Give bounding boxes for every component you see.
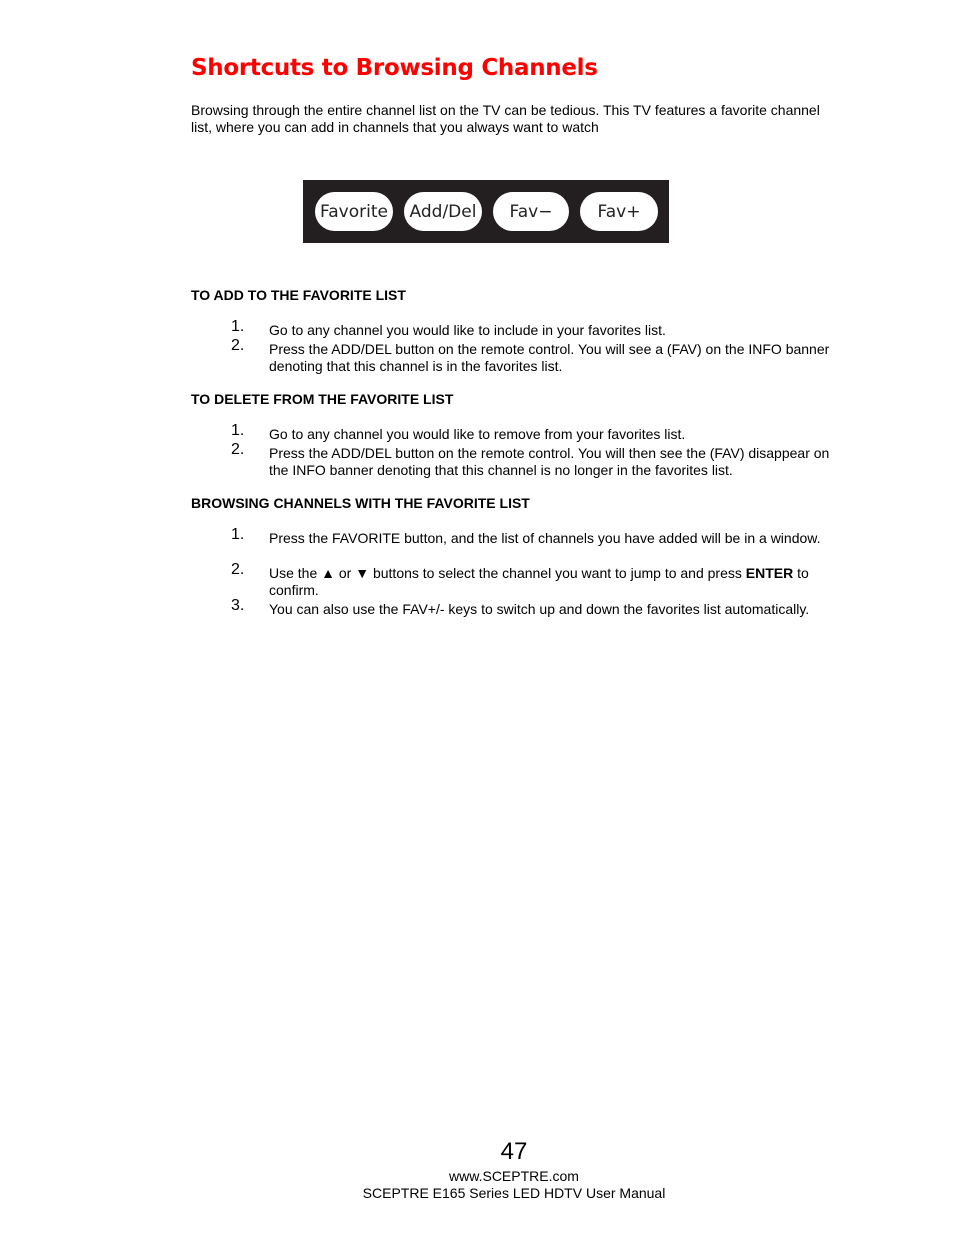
fav-plus-remote-button: Fav+ — [580, 192, 658, 231]
section-heading-add: TO ADD TO THE FAVORITE LIST — [191, 287, 406, 303]
step-text: Go to any channel you would like to remove from your favorites list. — [269, 426, 686, 442]
footer-manual-title: SCEPTRE E165 Series LED HDTV User Manual — [362, 1185, 666, 1201]
step-text — [269, 565, 849, 599]
add-del-remote-button: Add/Del — [404, 192, 482, 231]
enter-key-label: ENTER — [745, 565, 794, 581]
step-text-part: to confirm. — [269, 565, 809, 598]
step-text: Press the ADD/DEL button on the remote control. You will then see the (FAV) disappear on the INFO banner denoting that this channel is no longer in the favorites list. — [269, 445, 830, 478]
step-text-part: Use the ▲ or ▼ buttons to select the channel you want to jump to and press — [269, 565, 746, 581]
step-number: 3. — [231, 597, 245, 614]
favorite-remote-button: Favorite — [315, 192, 393, 231]
footer-website: www.SCEPTRE.com — [449, 1168, 579, 1184]
step-number: 2. — [231, 441, 245, 458]
section-heading-delete: TO DELETE FROM THE FAVORITE LIST — [191, 391, 454, 407]
remote-buttons-image — [303, 180, 669, 243]
step-number: 1. — [231, 318, 245, 335]
page-number: 47 — [500, 1138, 528, 1165]
step-number: 1. — [231, 422, 245, 439]
step-text: Press the ADD/DEL button on the remote control. You will see a (FAV) on the INFO banner denoting that this channel is in the favorites list. — [269, 341, 830, 374]
step-text: Press the FAVORITE button, and the list of channels you have added will be in a window. — [269, 530, 821, 546]
step-number: 2. — [231, 561, 245, 578]
fav-minus-remote-button: Fav− — [493, 192, 569, 231]
step-text: You can also use the FAV+/- keys to switch up and down the favorites list automatically. — [269, 601, 810, 617]
step-number: 2. — [231, 337, 245, 354]
step-text: Go to any channel you would like to include in your favorites list. — [269, 322, 666, 338]
intro-paragraph: Browsing through the entire channel list on the TV can be tedious. This TV features a favorite channel list, where you can add in channels that you always want to watch — [191, 102, 820, 135]
page-title: Shortcuts to Browsing Channels — [191, 55, 598, 81]
section-heading-browsing: BROWSING CHANNELS WITH THE FAVORITE LIST — [191, 495, 530, 511]
step-number: 1. — [231, 526, 245, 543]
